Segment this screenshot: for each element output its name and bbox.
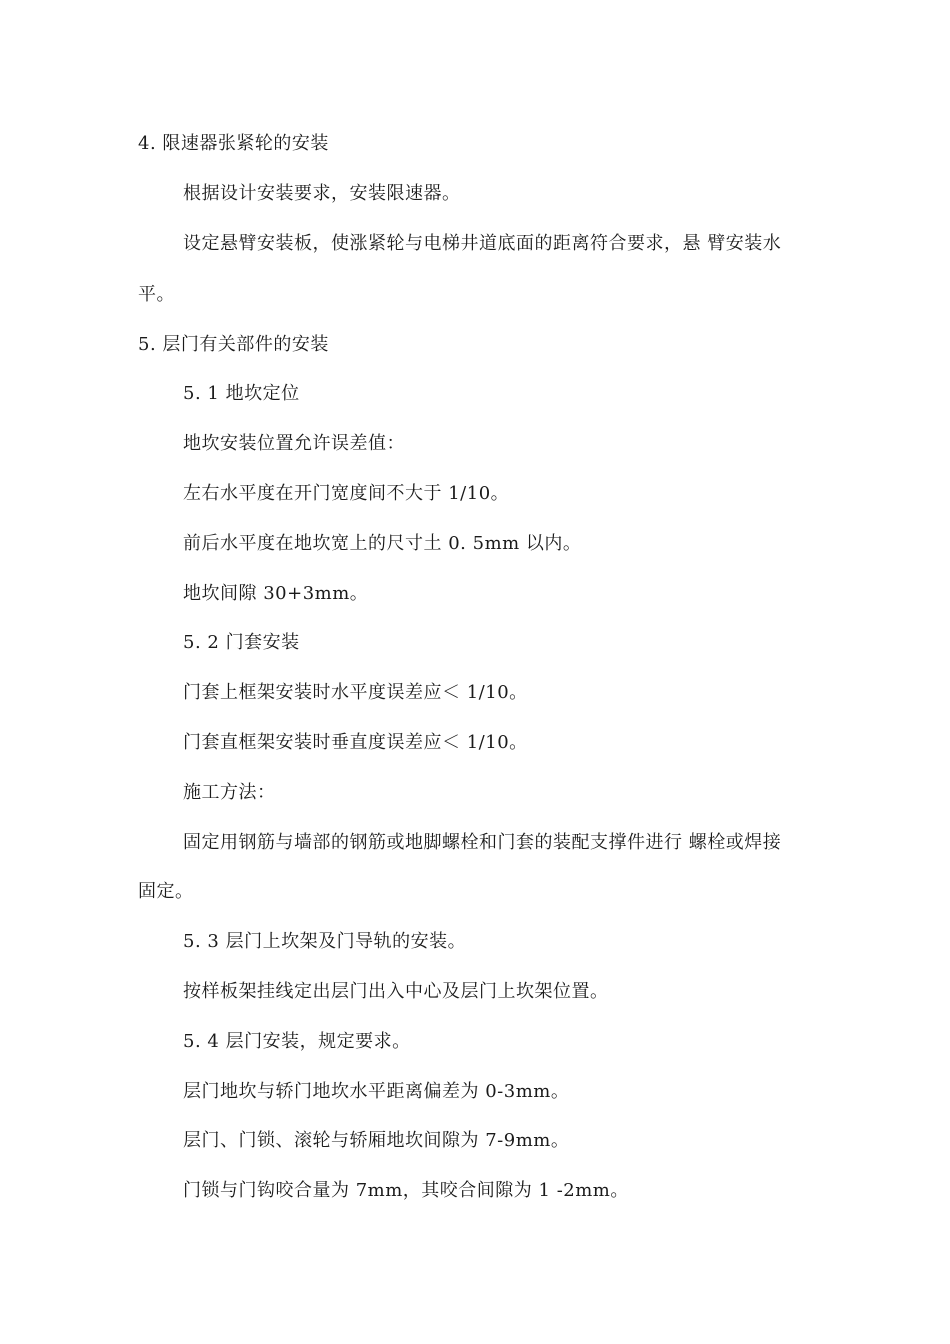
paragraph-line: 设定悬臂安装板，使涨紧轮与电梯井道底面的距离符合要求，悬 臂安装水 (183, 233, 782, 254)
paragraph-continuation: 固定。 (138, 881, 194, 902)
paragraph-line: 根据设计安装要求，安装限速器。 (183, 183, 461, 204)
paragraph-continuation: 平。 (138, 284, 175, 305)
paragraph-line: 左右水平度在开门宽度间不大于 1/10。 (183, 483, 510, 504)
subsection-heading-5-4: 5. 4 层门安装，规定要求。 (183, 1031, 411, 1052)
section-heading-4: 4. 限速器张紧轮的安装 (138, 133, 329, 154)
paragraph-line: 地坎安装位置允许误差值： (183, 433, 405, 454)
subsection-heading-5-3: 5. 3 层门上坎架及门导轨的安装。 (183, 931, 467, 952)
paragraph-line: 地坎间隙 30+3mm。 (183, 583, 369, 604)
paragraph-line: 按样板架挂线定出层门出入中心及层门上坎架位置。 (183, 981, 609, 1002)
subsection-heading-5-2: 5. 2 门套安装 (183, 632, 300, 653)
paragraph-line: 层门、门锁、滚轮与轿厢地坎间隙为 7-9mm。 (183, 1130, 570, 1151)
paragraph-line: 前后水平度在地坎宽上的尺寸土 0. 5mm 以内。 (183, 533, 582, 554)
paragraph-line: 门锁与门钩咬合量为 7mm，其咬合间隙为 1 -2mm。 (183, 1180, 629, 1201)
paragraph-line: 施工方法： (183, 782, 276, 803)
paragraph-line: 固定用钢筋与墙部的钢筋或地脚螺栓和门套的装配支撑件进行 螺栓或焊接 (183, 832, 782, 853)
paragraph-line: 层门地坎与轿门地坎水平距离偏差为 0-3mm。 (183, 1081, 570, 1102)
section-heading-5: 5. 层门有关部件的安装 (138, 334, 329, 355)
paragraph-line: 门套直框架安装时垂直度误差应＜ 1/10。 (183, 732, 528, 753)
subsection-heading-5-1: 5. 1 地坎定位 (183, 383, 300, 404)
paragraph-line: 门套上框架安装时水平度误差应＜ 1/10。 (183, 682, 528, 703)
